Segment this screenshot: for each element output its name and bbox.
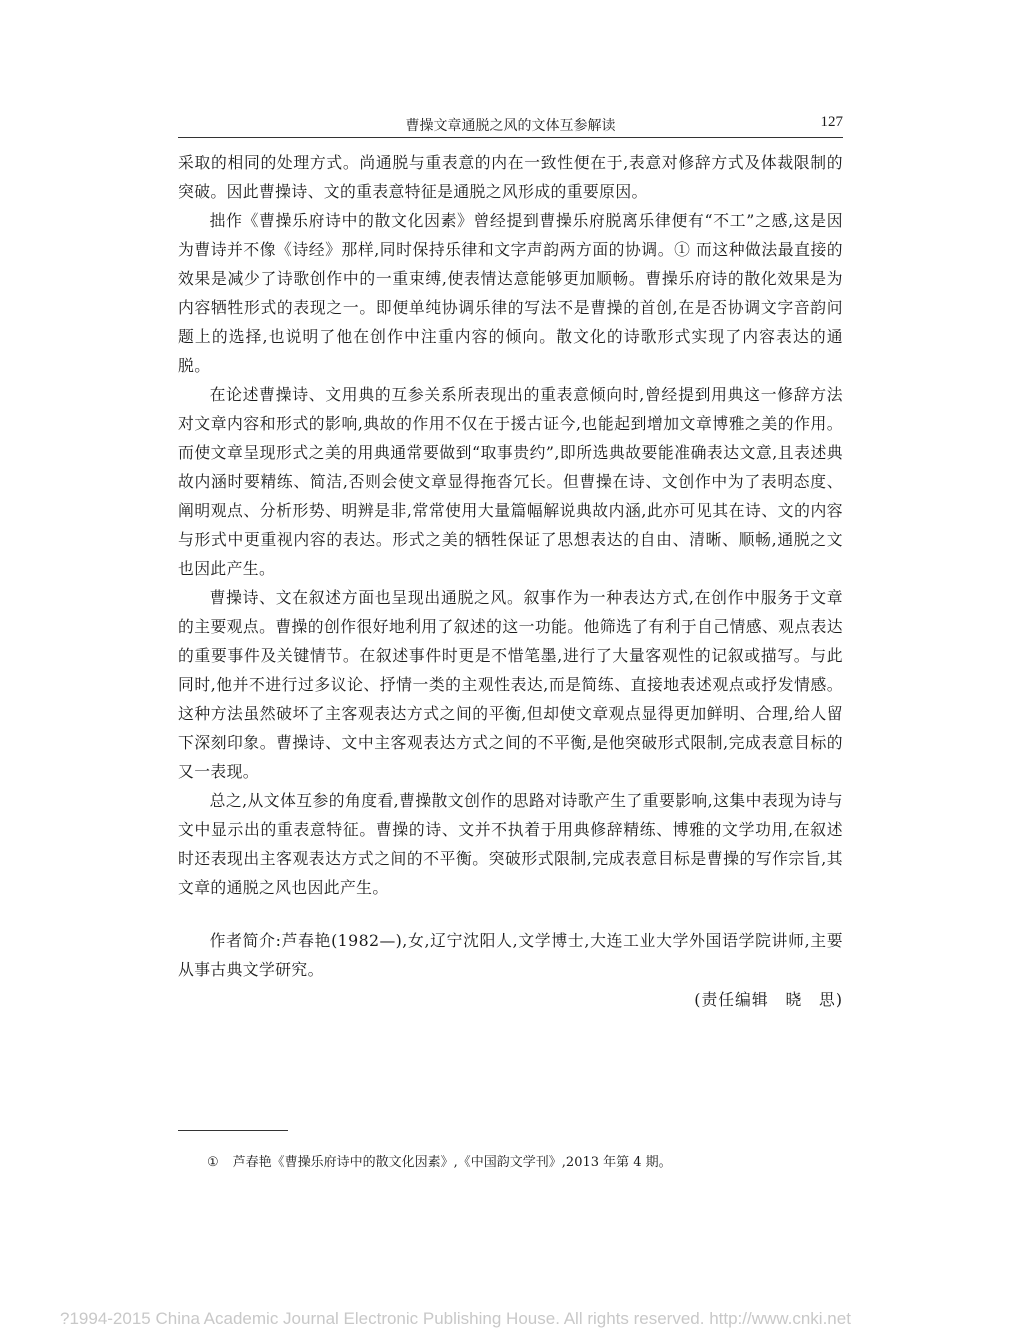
paragraph: 曹操诗、文在叙述方面也呈现出通脱之风。叙事作为一种表达方式,在创作中服务于文章的主要观点。曹操的创作很好地利用了叙述的这一功能。他筛选了有利于自己情感、观点表达的重要事件及关键情节。在叙述事件时更是不惜笔墨,进行了大量客观性的记叙或描写。与此同时,他并不进行过多议论、抒情一类的主观性表达,而是简练、直接地表述观点或抒发情感。这种方法虽然破坏了主客观表达方式之间的平衡,但却使文章观点显得更加鲜明、合理,给人留下深刻印象。曹操诗、文中主客观表达方式之间的不平衡,是他突破形式限制,完成表意目标的又一表现。 <box>178 588 843 781</box>
paragraph: 总之,从文体互参的角度看,曹操散文创作的思路对诗歌产生了重要影响,这集中表现为诗与文中显示出的重表意特征。曹操的诗、文并不执着于用典修辞精练、博雅的文学功用,在叙述时还表现出主客观表达方式之间的不平衡。突破形式限制,完成表意目标是曹操的写作宗旨,其文章的通脱之风也因此产生。 <box>178 791 843 897</box>
running-title: 曹操文章通脱之风的文体互参解读 <box>405 118 616 134</box>
footnote-mark: ① <box>207 1155 219 1170</box>
footnote <box>207 1151 672 1170</box>
paragraph: 采取的相同的处理方式。尚通脱与重表意的内在一致性便在于,表意对修辞方式及体裁限制的突破。因此曹操诗、文的重表意特征是通脱之风形成的重要原因。 <box>178 153 843 201</box>
paragraph: 在论述曹操诗、文用典的互参关系所表现出的重表意倾向时,曾经提到用典这一修辞方法对文章内容和形式的影响,典故的作用不仅在于援古证今,也能起到增加文章博雅之美的作用。而使文章呈现形式之美的用典通常要做到“取事贵约”,即所选典故要能准确表达文意,且表述典故内涵时要精练、简洁,否则会使文章显得拖沓冗长。但曹操在诗、文创作中为了表明态度、阐明观点、分析形势、明辨是非,常常使用大量篇幅解说典故内涵,此亦可见其在诗、文的内容与形式中更重视内容的表达。形式之美的牺牲保证了思想表达的自由、清晰、顺畅,通脱之文也因此产生。 <box>178 385 843 578</box>
article-body <box>178 148 843 1014</box>
footnote-text: 芦春艳《曹操乐府诗中的散文化因素》,《中国韵文学刊》,2013 年第 4 期。 <box>232 1155 672 1170</box>
running-header <box>178 113 843 138</box>
page-number: 127 <box>820 114 843 130</box>
editor-note: (责任编辑 晓 思) <box>694 990 843 1009</box>
footnote-divider <box>178 1130 288 1131</box>
author-bio: 作者简介:芦春艳(1982—),女,辽宁沈阳人,文学博士,大连工业大学外国语学院讲师,主要从事古典文学研究。 <box>178 931 843 979</box>
copyright-watermark: ?1994-2015 China Academic Journal Electronic Publishing House. All rights reserved. http://www.cnki.net <box>60 1309 851 1328</box>
paragraph: 拙作《曹操乐府诗中的散文化因素》曾经提到曹操乐府脱离乐律便有“不工”之感,这是因为曹诗并不像《诗经》那样,同时保持乐律和文字声韵两方面的协调。① 而这种做法最直接的效果是减少了诗歌创作中的一重束缚,使表情达意能够更加顺畅。曹操乐府诗的散化效果是为内容牺牲形式的表现之一。即便单纯协调乐律的写法不是曹操的首创,在是否协调文字音韵问题上的选择,也说明了他在创作中注重内容的倾向。散文化的诗歌形式实现了内容表达的通脱。 <box>178 211 843 375</box>
